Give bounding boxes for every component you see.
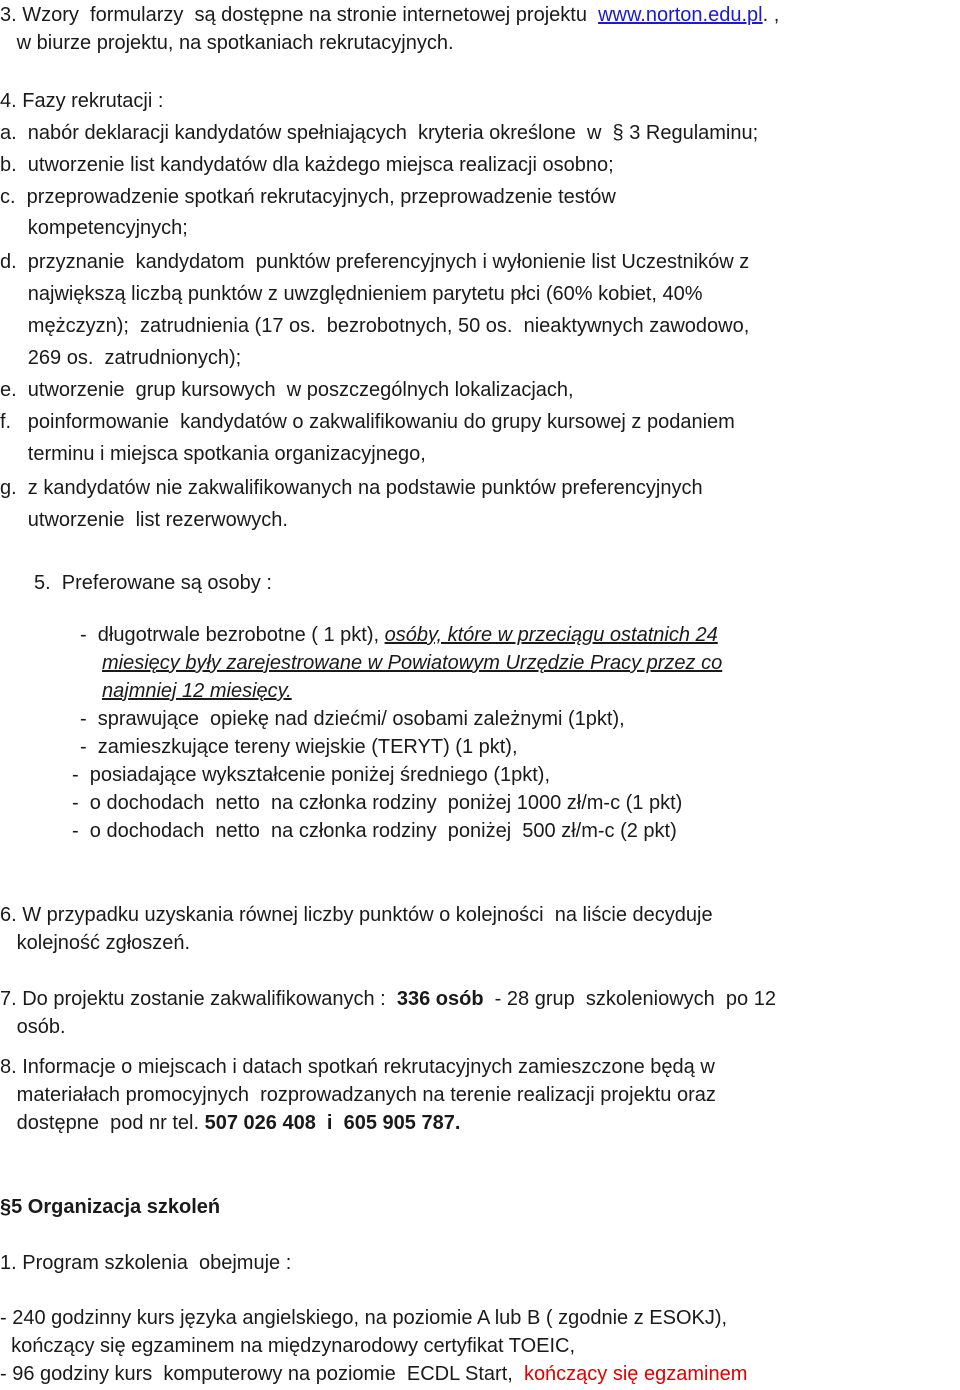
- item5-point1-line1: [80, 623, 718, 647]
- item6-line2: kolejność zgłoszeń.: [0, 932, 191, 954]
- item4-d-line1: d. przyznanie kandydatom punktów preferencyjnych i wyłonienie list Uczestników z: [0, 251, 750, 273]
- item4-f-line2: terminu i miejsca spotkania organizacyjnego,: [0, 443, 426, 465]
- item3-punct: . ,: [762, 4, 780, 26]
- item7-line2: osób.: [0, 1016, 66, 1038]
- item4-a: a. nabór deklaracji kandydatów spełniających kryteria określone w § 3 Regulaminu;: [0, 122, 759, 144]
- item5-point1-text: - długotrwale bezrobotne ( 1 pkt),: [80, 624, 385, 646]
- item4-g-line2: utworzenie list rezerwowych.: [0, 509, 288, 531]
- item5-point6: - o dochodach netto na członka rodziny poniżej 500 zł/m-c (2 pkt): [72, 820, 677, 842]
- item4-d-line4: 269 os. zatrudnionych);: [0, 347, 242, 369]
- item5-title: 5. Preferowane są osoby :: [34, 572, 272, 594]
- item7-text: 7. Do projektu zostanie zakwalifikowanych :: [0, 988, 397, 1010]
- item4-e: e. utworzenie grup kursowych w poszczególnych lokalizacjach,: [0, 379, 574, 401]
- item6-line1: 6. W przypadku uzyskania równej liczby punktów o kolejności na liście decyduje: [0, 904, 713, 926]
- item5-point1-line2: miesięcy były zarejestrowane w Powiatowym Urzędzie Pracy przez co: [102, 652, 723, 674]
- item7-groups: - 28 grup szkoleniowych po 12: [483, 988, 776, 1010]
- item3-line1: [0, 3, 779, 27]
- item3-line2: w biurze projektu, na spotkaniach rekrutacyjnych.: [0, 32, 454, 54]
- program-line3: [0, 1362, 747, 1386]
- item7-count: 336 osób: [396, 988, 484, 1010]
- item4-f-line1: f. poinformowanie kandydatów o zakwalifikowaniu do grupy kursowej z podaniem: [0, 411, 735, 433]
- item5-point1-emphasis: osóby, które w przeciągu ostatnich 24: [384, 624, 718, 646]
- item5-point3: - zamieszkujące tereny wiejskie (TERYT) (1 pkt),: [80, 736, 518, 758]
- item4-d-line3: mężczyzn); zatrudnienia (17 os. bezrobotnych, 50 os. nieaktywnych zawodowo,: [0, 315, 750, 337]
- item8-line1: 8. Informacje o miejscach i datach spotkań rekrutacyjnych zamieszczone będą w: [0, 1056, 715, 1078]
- item4-b: b. utworzenie list kandydatów dla każdego miejsca realizacji osobno;: [0, 154, 614, 176]
- item4-d-line2: największą liczbą punktów z uwzględnieniem parytetu płci (60% kobiet, 40%: [0, 283, 703, 305]
- program-line3-text: - 96 godziny kurs komputerowy na poziomie ECDL Start,: [0, 1363, 524, 1385]
- project-website-link[interactable]: www.norton.edu.pl: [598, 4, 763, 26]
- item4-c-line1: c. przeprowadzenie spotkań rekrutacyjnych, przeprowadzenie testów: [0, 186, 616, 208]
- item4-c-line2: kompetencyjnych;: [0, 217, 188, 239]
- item4-g-line1: g. z kandydatów nie zakwalifikowanych na podstawie punktów preferencyjnych: [0, 477, 703, 499]
- item8-line3: [0, 1111, 460, 1135]
- section-heading: §5 Organizacja szkoleń: [0, 1196, 221, 1218]
- program-title: 1. Program szkolenia obejmuje :: [0, 1252, 292, 1274]
- item3-text: 3. Wzory formularzy są dostępne na stronie internetowej projektu: [0, 4, 599, 26]
- item4-title: 4. Fazy rekrutacji :: [0, 90, 164, 112]
- item8-line2: materiałach promocyjnych rozprowadzanych na terenie realizacji projektu oraz: [0, 1084, 716, 1106]
- item5-point4: - posiadające wykształcenie poniżej średniego (1pkt),: [72, 764, 551, 786]
- item5-point2: - sprawujące opiekę nad dziećmi/ osobami zależnymi (1pkt),: [80, 708, 625, 730]
- program-line3-highlight: kończący się egzaminem: [523, 1363, 748, 1385]
- item8-phones: 507 026 408 i 605 905 787.: [204, 1112, 461, 1134]
- program-line1: - 240 godzinny kurs języka angielskiego, na poziomie A lub B ( zgodnie z ESOKJ),: [0, 1307, 728, 1329]
- item5-point5: - o dochodach netto na członka rodziny poniżej 1000 zł/m-c (1 pkt): [72, 792, 683, 814]
- item8-text: dostępne pod nr tel.: [0, 1112, 205, 1134]
- item5-point1-line3: najmniej 12 miesięcy.: [102, 680, 292, 702]
- item7-line1: [0, 987, 776, 1011]
- program-line2: kończący się egzaminem na międzynarodowy certyfikat TOEIC,: [0, 1335, 576, 1357]
